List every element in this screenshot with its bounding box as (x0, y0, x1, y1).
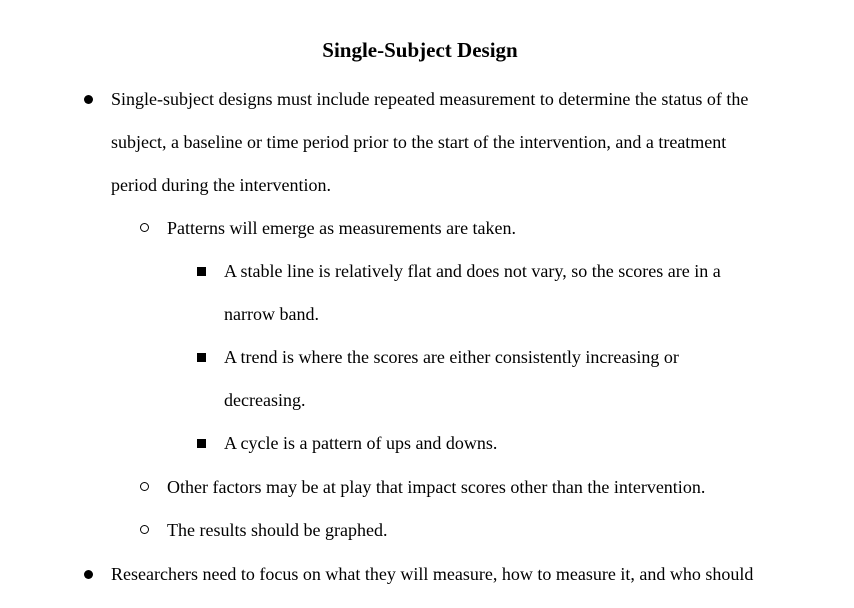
bullet-filled-square (197, 267, 206, 276)
list-item-line: A cycle is a pattern of ups and downs. (224, 433, 498, 453)
list-item-line: Other factors may be at play that impact scores other than the intervention. (167, 477, 706, 497)
bullet-filled-circle (84, 570, 93, 579)
page-title: Single-Subject Design (322, 38, 518, 62)
list-item-line: Patterns will emerge as measurements are taken. (167, 218, 517, 238)
list-item-line: A trend is where the scores are either consistently increasing or (224, 347, 679, 367)
bullet-filled-circle (84, 95, 93, 104)
list-item-line: period during the intervention. (111, 175, 331, 195)
bullet-filled-square (197, 439, 206, 448)
bullet-hollow-circle (140, 482, 149, 491)
bullet-filled-square (197, 353, 206, 362)
list-item-line: Researchers need to focus on what they will measure, how to measure it, and who should (111, 564, 754, 584)
list-item-line: subject, a baseline or time period prior to the start of the intervention, and a treatment (111, 132, 727, 152)
bullet-hollow-circle (140, 223, 149, 232)
list-item-line: Single-subject designs must include repeated measurement to determine the status of the (111, 89, 749, 109)
list-item-line: narrow band. (224, 304, 319, 324)
bullet-hollow-circle (140, 525, 149, 534)
list-item-line: A stable line is relatively flat and does not vary, so the scores are in a (224, 261, 721, 281)
list-item-line: The results should be graphed. (167, 520, 388, 540)
list-item-line: decreasing. (224, 390, 306, 410)
